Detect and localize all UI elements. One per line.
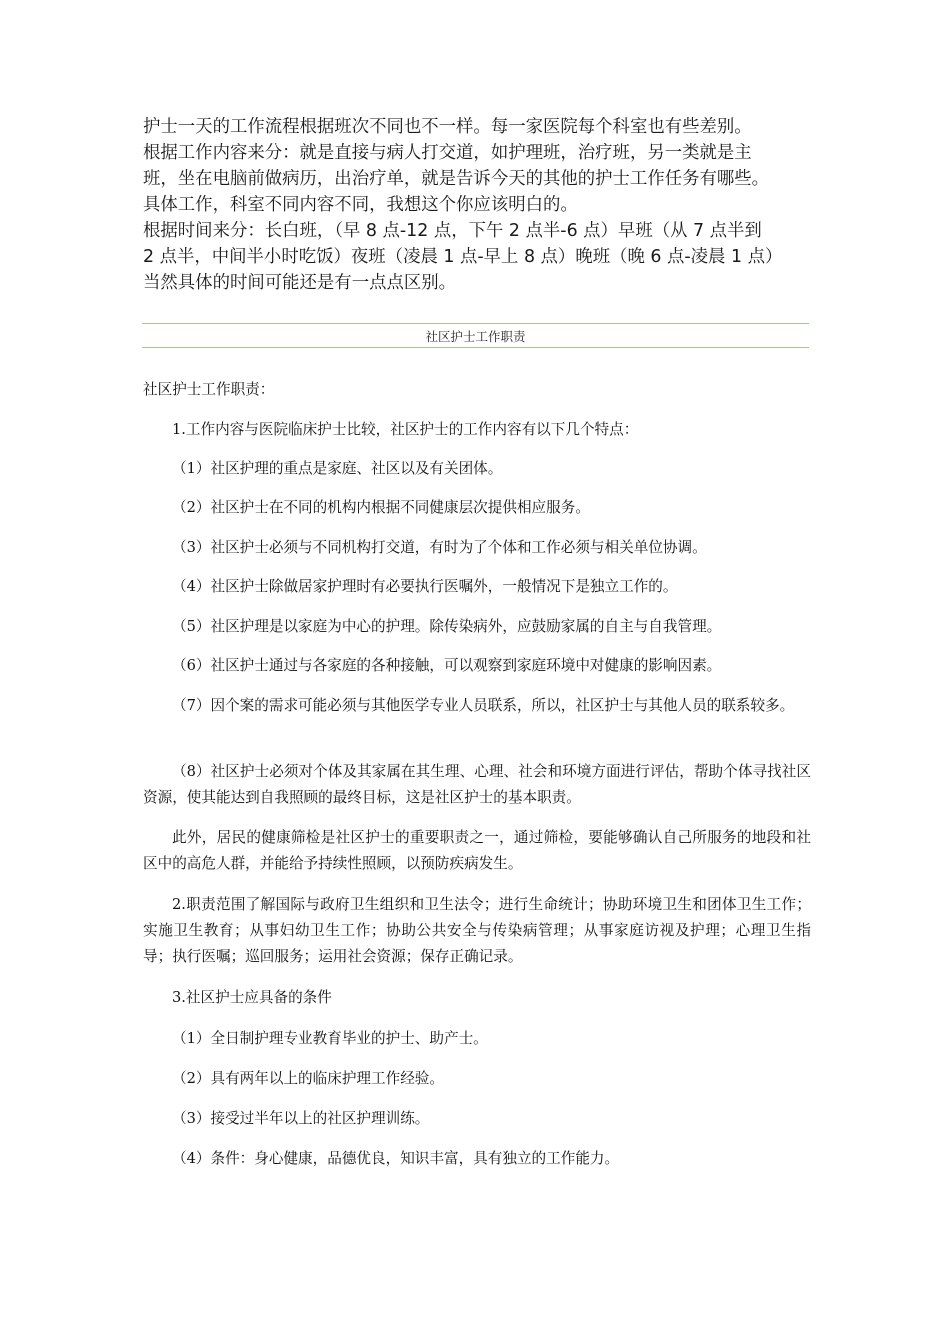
divider-top bbox=[142, 323, 809, 324]
duties-heading: 社区护士工作职责： bbox=[143, 381, 275, 398]
list-item: （2）具有两年以上的临床护理工作经验。 bbox=[172, 1070, 444, 1087]
list-item: （3）社区护士必须与不同机构打交道，有时为了个体和工作必须与相关单位协调。 bbox=[172, 539, 707, 556]
list-item: （6）社区护士通过与各家庭的各种接触，可以观察到家庭环境中对健康的影响因素。 bbox=[172, 657, 722, 674]
intro-line: 当然具体的时间可能还是有一点点区别。 bbox=[143, 273, 457, 293]
section-title: 3.社区护士应具备的条件 bbox=[172, 989, 332, 1006]
list-item: （5）社区护理是以家庭为中心的护理。除传染病外，应鼓励家属的自主与自我管理。 bbox=[172, 618, 722, 635]
divider-bottom bbox=[142, 347, 809, 348]
list-item: （2）社区护士在不同的机构内根据不同健康层次提供相应服务。 bbox=[172, 499, 590, 516]
section-banner: 社区护士工作职责 bbox=[425, 329, 526, 344]
intro-line: 根据工作内容来分：就是直接与病人打交道，如护理班，治疗班，另一类就是主 bbox=[143, 143, 752, 163]
list-item: （1）社区护理的重点是家庭、社区以及有关团体。 bbox=[172, 460, 503, 477]
list-item: （8）社区护士必须对个体及其家属在其生理、心理、社会和环境方面进行评估，帮助个体寻找社区资源，使其能达到自我照顾的最终目标，这是社区护士的基本职责。 bbox=[143, 763, 811, 806]
intro-line: 根据时间来分：长白班，（早 8 点-12 点，下午 2 点半-6 点）早班（从 7 点半到 bbox=[143, 221, 762, 241]
paragraph: 此外，居民的健康筛检是社区护士的重要职责之一，通过筛检，要能够确认自己所服务的地段和社区中的高危人群，并能给予持续性照顾，以预防疾病发生。 bbox=[143, 829, 811, 872]
intro-line: 2 点半，中间半小时吃饭）夜班（凌晨 1 点-早上 8 点）晚班（晚 6 点-凌晨 1 点） bbox=[143, 247, 783, 267]
intro-text bbox=[143, 114, 813, 296]
intro-line: 护士一天的工作流程根据班次不同也不一样。每一家医院每个科室也有些差别。 bbox=[143, 117, 752, 137]
list-item: （4）社区护士除做居家护理时有必要执行医嘱外，一般情况下是独立工作的。 bbox=[172, 578, 678, 595]
list-item: （3）接受过半年以上的社区护理训练。 bbox=[172, 1110, 430, 1127]
intro-line: 班，坐在电脑前做病历，出治疗单，就是告诉今天的其他的护士工作任务有哪些。 bbox=[143, 169, 770, 189]
list-item: （4）条件：身心健康，品德优良，知识丰富，具有独立的工作能力。 bbox=[172, 1150, 620, 1167]
list-item: （1）全日制护理专业教育毕业的护士、助产士。 bbox=[172, 1030, 488, 1047]
intro-line: 具体工作，科室不同内容不同，我想这个你应该明白的。 bbox=[143, 195, 578, 215]
paragraph: 2.职责范围了解国际与政府卫生组织和卫生法令；进行生命统计；协助环境卫生和团体卫生工作；实施卫生教育；从事妇幼卫生工作；协助公共安全与传染病管理；从事家庭访视及护理；心理卫生指导；执行医嘱；巡回服务；运用社会资源；保存正确记录。 bbox=[143, 896, 811, 965]
section-title: 1.工作内容与医院临床护士比较，社区护士的工作内容有以下几个特点： bbox=[172, 421, 639, 438]
list-item: （7）因个案的需求可能必须与其他医学专业人员联系，所以，社区护士与其他人员的联系较多。 bbox=[172, 697, 795, 714]
